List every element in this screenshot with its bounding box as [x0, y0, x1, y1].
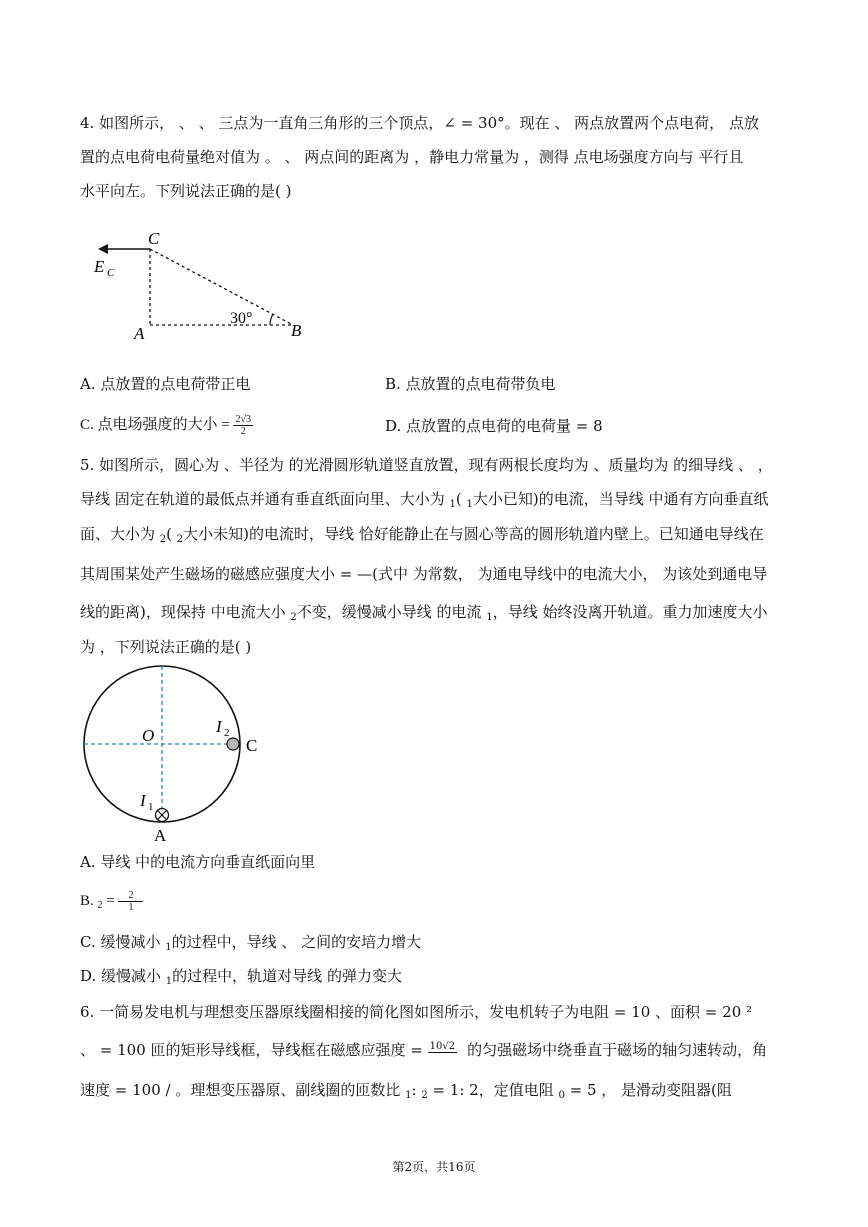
q5-stem-line5 [80, 602, 767, 628]
q5-l2-a: 导线 固定在轨道的最低点并通有垂直纸面向里、大小为 [80, 490, 450, 508]
q6-l2-a: 、 = 100 匝的矩形导线框，导线框在磁感应强度 = [80, 1041, 423, 1059]
q5-l5-a: 线的距离)，现保持 中电流大小 [80, 603, 291, 621]
q4-option-a: A. 点放置的点电荷带正电 [80, 375, 251, 393]
q4-label-ec: E [94, 257, 105, 276]
q4-triangle-figure [88, 222, 318, 352]
q5-l2-sub2: 1 [466, 499, 473, 510]
q5-option-d-sub: 1 [165, 976, 173, 987]
q6-l3-sub3: 0 [558, 1090, 565, 1101]
q4-side-cb [150, 249, 293, 325]
q5-stem-line4: 其周围某处产生磁场的磁感应强度大小 = —(式中 为常数， 为通电导线中的电流大小， 为该处到通电导 [80, 565, 768, 583]
q5-l3-c: 大小未知)的电流时，导线 恰好能静止在与圆心等高的圆形轨道内壁上。已知通电导线在 [183, 525, 764, 543]
q5-l5-b: 不变，缓慢减小导线 的电流 [296, 603, 487, 621]
q5-option-c-sub: 1 [165, 942, 172, 953]
q5-l5-c: ，导线 始终没离开轨道。重力加速度大小 [492, 603, 768, 621]
q4-stem-line1: 4. 如图所示， 、 、 三点为一直角三角形的三个顶点，∠ = 30°。现在 、 两点放置两个点电荷， 点放 [80, 114, 759, 132]
q6-l3-d: = 5 ， 是滑动变阻器(阻 [564, 1081, 732, 1099]
q4-label-c: C [148, 229, 160, 248]
q6-stem-line2 [80, 1040, 767, 1060]
q5-option-d-b: 的过程中，轨道对导线 的弹力变大 [172, 967, 402, 985]
q5-l5-sub1: 2 [290, 612, 297, 623]
q4-label-b: B [291, 321, 302, 340]
q5-l3-a: 面、大小为 [80, 525, 160, 543]
q4-option-c-text: C. 点电场强度的大小 = [80, 416, 230, 433]
q5-option-b-fraction [118, 890, 143, 913]
q5-wire-c [227, 738, 239, 750]
q5-label-i2: I [216, 717, 222, 736]
q4-option-c-fraction [233, 414, 253, 437]
q5-option-a: A. 导线 中的电流方向垂直纸面向里 [80, 853, 316, 871]
q4-stem-line2: 置的点电荷电荷量绝对值为 。 、 两点间的距离为 ，静电力常量为 ，测得 点电场强度方向与 平行且 [80, 148, 744, 166]
q4-angle-label: 30° [230, 310, 253, 327]
q4-label-a: A [134, 324, 145, 343]
q4-option-c [80, 414, 253, 437]
q5-l5-sub2: 1 [486, 612, 493, 623]
q5-option-b-sub: 2 [97, 899, 103, 911]
q5-l2-b: ( [455, 490, 467, 508]
q4-option-d: D. 点放置的点电荷的电荷量 = 8 [385, 417, 603, 435]
q5-circle-figure [80, 662, 280, 847]
q4-option-c-numerator: 2√3 [235, 414, 251, 425]
q5-option-d-a: D. 缓慢减小 [80, 967, 166, 985]
q6-l3-sub1: 1 [405, 1090, 412, 1101]
q6-l3-a: 速度 = 100 / 。理想变压器原、副线圈的匝数比 [80, 1081, 406, 1099]
q5-label-o: O [142, 726, 155, 745]
q6-stem-line3 [80, 1080, 732, 1106]
q4-option-c-denominator: 2 [240, 426, 246, 437]
q5-option-d [80, 966, 402, 992]
q5-option-b [80, 890, 143, 916]
q6-l2-fraction [428, 1041, 457, 1053]
q4-option-b: B. 点放置的点电荷带负电 [385, 375, 556, 393]
q5-option-b-eq: = [102, 892, 115, 909]
q5-option-c-a: C. 缓慢减小 [80, 933, 166, 951]
q5-stem-line2 [80, 489, 769, 515]
q6-l3-sub2: 2 [421, 1090, 428, 1101]
q6-l2-b: 的匀强磁场中绕垂直于磁场的轴匀速转动，角 [467, 1041, 768, 1059]
q5-stem-line3 [80, 524, 764, 550]
q6-l2-numerator: 10√2 [429, 1041, 456, 1052]
q5-label-c: C [246, 736, 258, 755]
q5-l2-sub1: 1 [449, 499, 456, 510]
page-footer: 第2页，共16页 [392, 1160, 476, 1174]
q6-l3-c: = 1: 2，定值电阻 [427, 1081, 559, 1099]
q5-l2-c: 大小已知)的电流，当导线 中通有方向垂直纸 [472, 490, 769, 508]
q4-stem-line3: 水平向左。下列说法正确的是( ) [80, 182, 292, 200]
q5-option-c-b: 的过程中，导线 、 之间的安培力增大 [171, 933, 422, 951]
q5-stem-line1: 5. 如图所示，圆心为 、半径为 的光滑圆形轨道竖直放置，现有两根长度均为 、质量均为 的细导线 、 ， [80, 456, 773, 474]
q5-label-i1: I [140, 791, 146, 810]
q5-option-c [80, 932, 421, 958]
q5-option-b-numerator: 2 [118, 890, 143, 902]
q6-l3-b: : [411, 1081, 422, 1099]
q5-l3-sub1: 2 [159, 534, 167, 545]
q4-arrow-head [98, 244, 108, 254]
q5-label-i2-sub: 2 [224, 727, 230, 739]
q6-stem-line1: 6. 一简易发电机与理想变压器原线圈相接的简化图如图所示，发电机转子为电阻 = 10 、面积 = 20 ² [80, 1003, 753, 1021]
q4-angle-arc [270, 314, 273, 325]
q5-label-a: A [154, 826, 167, 845]
q5-l3-sub2: 2 [176, 534, 184, 545]
q5-label-i1-sub: 1 [148, 801, 154, 813]
q4-label-ec-sub: C [107, 267, 115, 279]
q5-option-b-text: B. [80, 892, 98, 909]
q5-l3-b: ( [166, 525, 177, 543]
q5-stem-line6: 为 ，下列说法正确的是( ) [80, 638, 252, 656]
q5-option-b-denominator: 1 [128, 902, 134, 913]
